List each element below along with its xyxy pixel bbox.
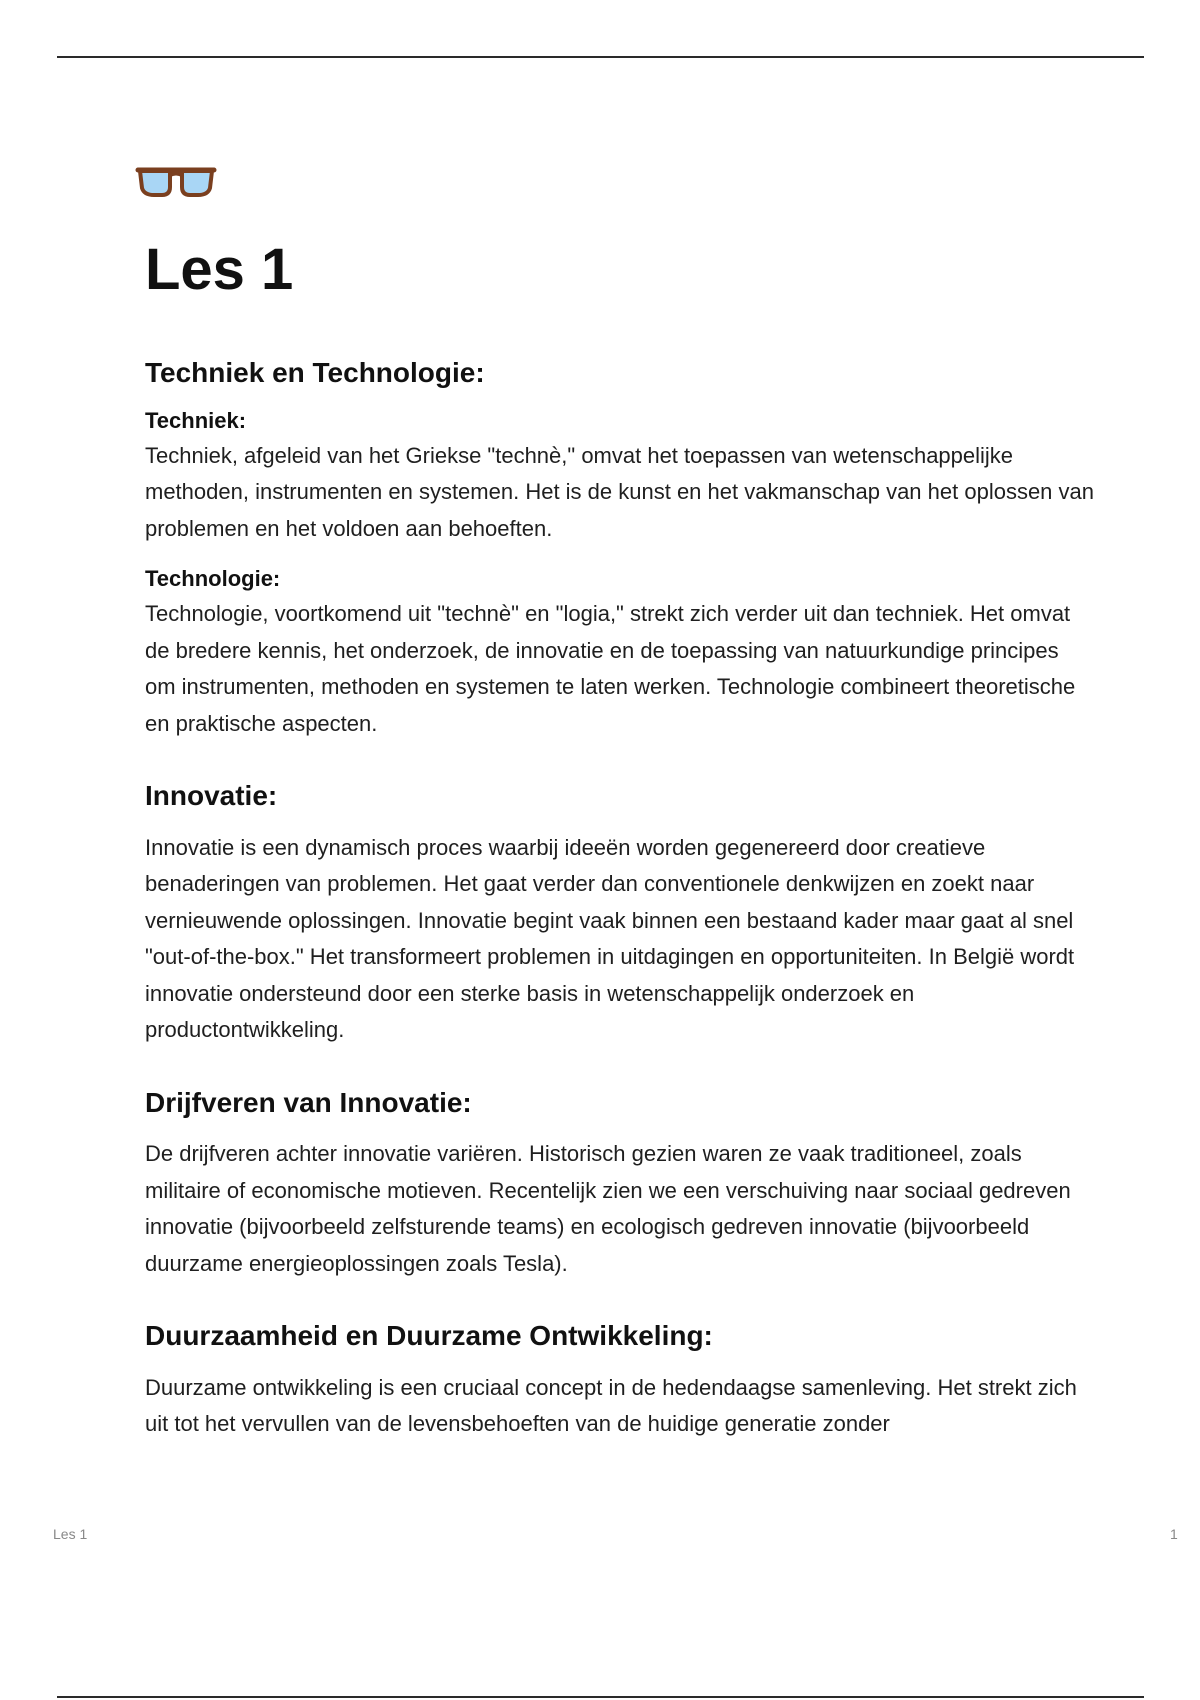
section-heading-duurzaamheid: Duurzaamheid en Duurzame Ontwikkeling: (145, 1320, 713, 1352)
paragraph-duurzaamheid: Duurzame ontwikkeling is een cruciaal concept in de hedendaagse samenleving. Het strekt zich uit tot het vervullen van de levensbehoeften van de huidige generatie zonder (145, 1374, 1077, 1437)
paragraph-technologie: Technologie, voortkomend uit "technè" en "logia," strekt zich verder uit dan techniek. Het omvat de bredere kennis, het onderzoek, de innovatie en de toepassing van natuurkundige principes om instrumenten, methoden en systemen te laten werken. Technologie combineert theoretische en praktische aspecten. (145, 601, 1076, 736)
page-content (145, 150, 1095, 1443)
paragraph-techniek: Techniek, afgeleid van het Griekse "technè," omvat het toepassen van wetenschappelijke methoden, instrumenten en systemen. Het is de kunst en het vakmanschap van het oplossen van problemen en het voldoen aan behoeften. (145, 442, 1094, 541)
glasses-icon (131, 150, 221, 210)
bottom-divider (57, 1696, 1144, 1698)
section-heading-drijfveren: Drijfveren van Innovatie: (145, 1086, 472, 1118)
subsection-label-techniek: Techniek: (145, 408, 247, 434)
subsection-label-technologie: Technologie: (145, 566, 281, 592)
footer-document-title: Les 1 (53, 1526, 88, 1542)
section-heading-techniek-technologie: Techniek en Technologie: (145, 356, 485, 388)
footer-page-number: 1 (1170, 1526, 1178, 1542)
top-divider (57, 56, 1144, 58)
paragraph-drijfveren: De drijfveren achter innovatie variëren. Historisch gezien waren ze vaak traditioneel, zoals militaire of economische motieven. Recentelijk zien we een verschuiving naar sociaal gedreven innovatie (bijvoorbeeld zelfsturende teams) en ecologisch gedreven innovatie (bijvoorbeeld duurzame energieoplossingen zoals Tesla). (145, 1141, 1071, 1276)
page-title: Les 1 (145, 237, 294, 302)
section-heading-innovatie: Innovatie: (145, 780, 278, 812)
paragraph-innovatie: Innovatie is een dynamisch proces waarbij ideeën worden gegenereerd door creatieve benaderingen van problemen. Het gaat verder dan conventionele denkwijzen en zoekt naar vernieuwende oplossingen. Innovatie begint vaak binnen een bestaand kader maar gaat al snel "out-of-the-box." Het transformeert problemen in uitdagingen en opportuniteiten. In België wordt innovatie ondersteund door een sterke basis in wetenschappelijk onderzoek en productontwikkeling. (145, 834, 1075, 1043)
